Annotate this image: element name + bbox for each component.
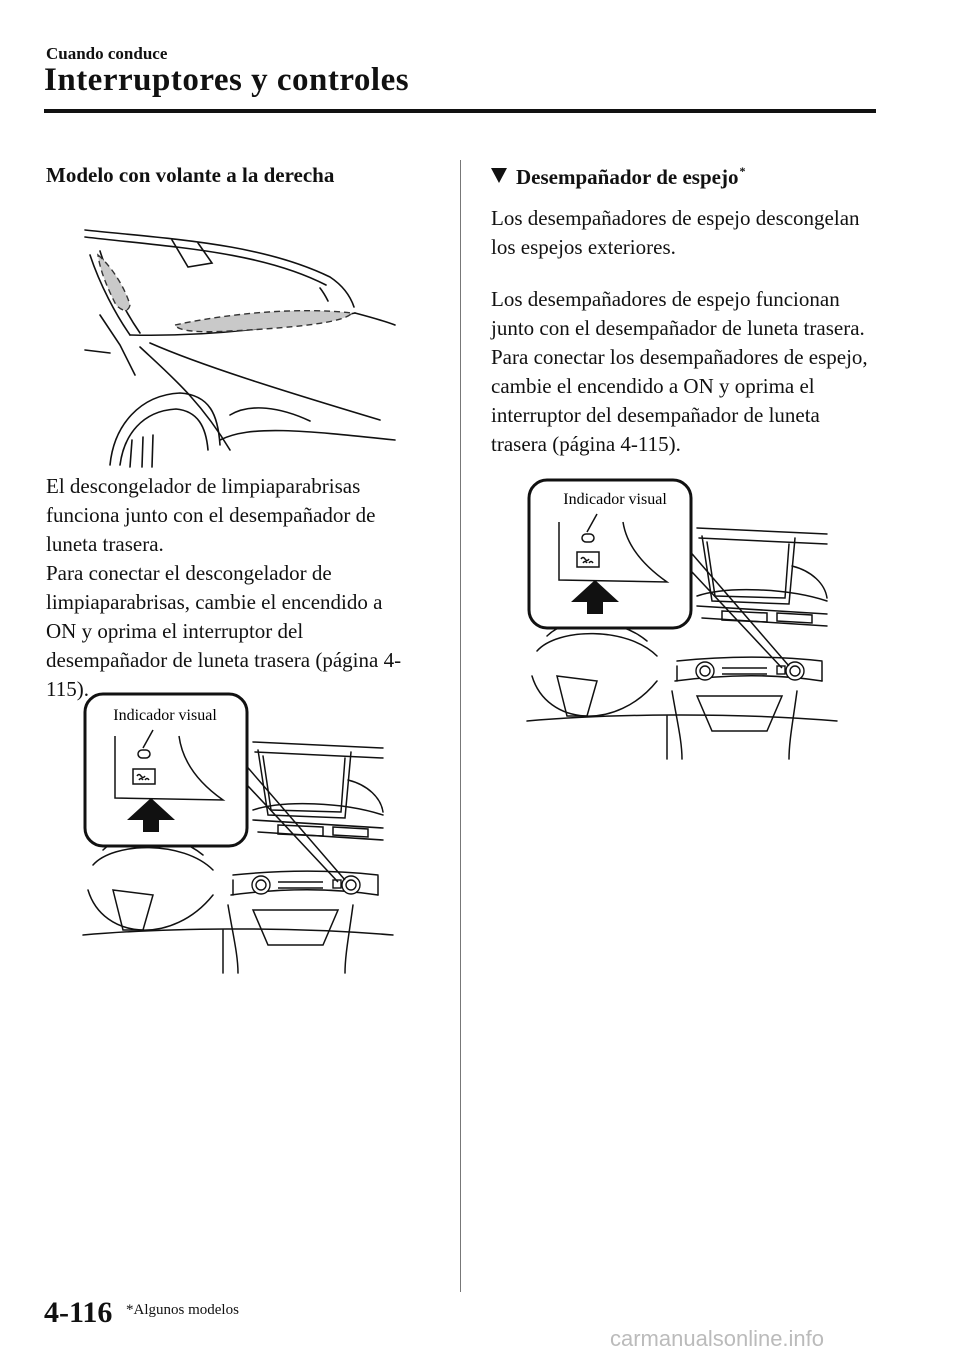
indicator-callout-left: Indicador visual	[113, 707, 217, 724]
subheading-right-text: Desempañador de espejo	[516, 165, 739, 189]
windshield-illustration	[80, 225, 400, 470]
section-label: Cuando conduce	[46, 44, 168, 63]
triangle-marker-icon	[491, 168, 507, 183]
indicator-callout-right: Indicador visual	[563, 491, 667, 508]
subheading-right	[491, 164, 745, 190]
heading-rule	[44, 109, 876, 113]
left-paragraph-2: Para conectar el descongelador de limpiaparabrisas, cambie el encendido a ON y oprima el interruptor del desempañador de luneta trasera (página 4-115).	[46, 561, 402, 701]
dashboard-illustration-right	[527, 476, 837, 761]
page-number: 4-116	[44, 1296, 113, 1329]
footnote: *Algunos modelos	[126, 1302, 239, 1318]
right-intro-paragraph: Los desempañadores de espejo descongelan los espejos exteriores.	[491, 206, 860, 259]
footnote-mark: *	[739, 164, 746, 178]
right-intro-text	[491, 204, 876, 262]
page-title: Interruptores y controles	[44, 62, 410, 98]
left-paragraph-1: El descongelador de limpiaparabrisas funciona junto con el desempañador de luneta trasera.	[46, 474, 376, 556]
column-divider	[460, 160, 461, 1292]
right-body-text	[491, 285, 876, 459]
dashboard-illustration-left	[83, 690, 393, 975]
right-paragraph-1: Los desempañadores de espejo funcionan junto con el desempañador de luneta trasera.	[491, 287, 865, 340]
right-paragraph-2: Para conectar los desempañadores de espejo, cambie el encendido a ON y oprima el interruptor del desempañador de luneta trasera (página 4-115).	[491, 345, 868, 456]
subheading-left: Modelo con volante a la derecha	[46, 163, 335, 187]
watermark: carmanualsonline.info	[610, 1326, 825, 1351]
left-body-text	[46, 472, 411, 704]
